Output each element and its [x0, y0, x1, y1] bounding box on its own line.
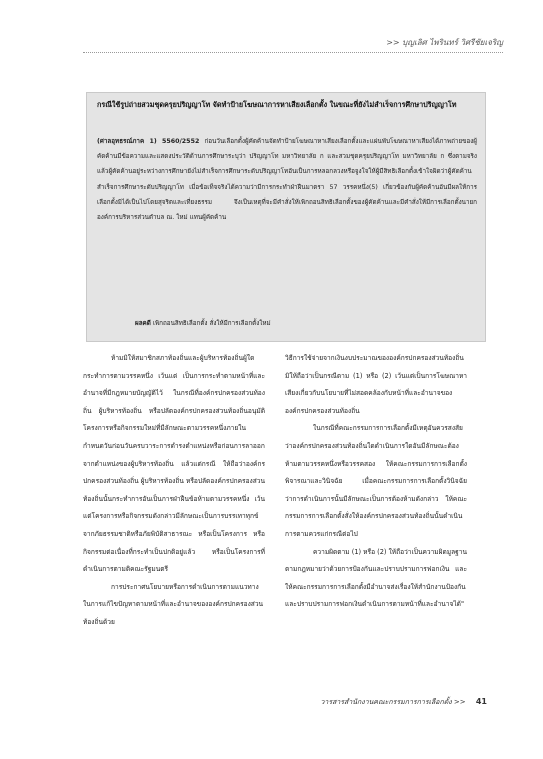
left-paragraph-2: การประกาศนโยบายหรือการดำเนินการตามแนวทางในการแก้ไขปัญหาตามหน้าที่และอำนาจขององค์กรปกครองส่วนท้องถิ่นด้วย — [83, 582, 264, 626]
case-result-text: เพิกถอนสิทธิเลือกตั้ง สั่งให้มีการเลือกตั้งใหม่ — [152, 320, 271, 327]
case-result-label: ผลคดี — [135, 320, 151, 327]
right-paragraph-3: ความผิดตาม (1) หรือ (2) ให้ถือว่าเป็นความผิดมูลฐานตามกฎหมายว่าด้วยการป้องกันและปราบปรามการฟอกเงิน และให้คณะกรรมการการเลือกตั้งมีอำนาจส่งเรื่องให้สำนักงานป้องกันและปราบปรามการฟอกเงินดำเนินการตามหน้าที่และอำนาจได้" — [285, 547, 467, 609]
case-summary-box — [86, 92, 486, 342]
case-reference: (ศาลอุทธรณ์ภาค 1) 5560/2552 — [97, 138, 200, 145]
page-footer — [320, 697, 487, 708]
left-paragraph-1: ห้ามมิให้สมาชิกสภาท้องถิ่นและผู้บริหารท้องถิ่นผู้ใดกระทำการตามวรรคหนึ่ง เว้นแต่ เป็นการกระทำตามหน้าที่และอำนาจที่มีกฎหมายบัญญัติไว้ ในกรณีที่องค์กรปกครองส่วนท้องถิ่น ผู้บริหารท้องถิ่น หรือปลัดองค์กรปกครองส่วนท้องถิ่นอนุมัติโครงการหรือกิจกรรมใหม่ที่มีลักษณะตามวรรคหนึ่งภายในกำหนดวันก่อนวันครบวาระการดำรงตำแหน่งหรือก่อนการลาออกจากตำแหน่งของผู้บริหารท้องถิ่น แล้วแต่กรณี ให้ถือว่าองค์กรปกครองส่วนท้องถิ่น ผู้บริหารท้องถิ่น หรือปลัดองค์กรปกครองส่วนท้องถิ่นนั้นกระทำการอันเป็นการฝ่าฝืนข้อห้ามตามวรรคหนึ่ง เว้นแต่โครงการหรือกิจกรรมดังกล่าวมีลักษณะเป็นการบรรเทาทุกข์จากภัยธรรมชาติหรือภัยพิบัติสาธารณะ หรือเป็นโครงการ หรือกิจกรรมต่อเนื่องที่กระทำเป็นปกติอยู่แล้ว หรือเป็นโครงการที่ดำเนินการตามติคณะรัฐมนตรี — [83, 354, 265, 574]
right-paragraph-1: วิธีการใช้จ่ายจากเงินงบประมาณขององค์กรปกครองส่วนท้องถิ่นมิให้ถือว่าเป็นกรณีตาม (1) หรือ (2) เว้นแต่เป็นการโฆษณาหาเสียงเกี่ยวกับนโยบายที่ไม่สอดคล้องกับหน้าที่และอำนาจขององค์กรปกครองส่วนท้องถิ่น — [285, 354, 467, 415]
page-number: 41 — [475, 697, 487, 706]
running-header: >> บุญเลิศ ไพรินทร์ วิศรีชัยเจริญ — [386, 38, 503, 47]
header-divider — [83, 52, 503, 53]
footer-journal-title: วารสารสำนักงานคณะกรรมการการเลือกตั้ง >> — [320, 698, 466, 706]
case-description: ก่อนวันเลือกตั้งผู้คัดค้านจัดทำป้ายโฆษณาหาเสียงเลือกตั้งและแผ่นพับโฆษณาหาเสียงได้ภาพถ่ายของผู้คัดค้านมีข้อความและแสดงประวัติด้านการศึกษาระบุว่า ปริญญาโท มหาวิทยาลัย ก และสวมชุดครุยปริญญาโท มหาวิทยาลัย ก ซึ่งตามจริงแล้วผู้คัดค้านอยู่ระหว่างการศึกษายังไม่สำเร็จการศึกษาระดับปริญญาโทอันเป็นการหลอกลวงหรือจูงใจให้ผู้มีสิทธิเลือกตั้งเข้าใจผิดว่าผู้คัดค้านสำเร็จการศึกษาระดับปริญญาโท เมื่อข้อเท็จจริงได้ความว่ามีการกระทำฝ่าฝืนมาตรา 57 วรรคหนึ่ง(5) เกี่ยวข้องกับผู้คัดค้านอันมีผลให้การเลือกตั้งมิได้เป็นไปโดยสุจริตและเที่ยงธรรม จึงเป็นเหตุที่จะมีคำสั่งให้เพิกถอนสิทธิเลือกตั้งของผู้คัดค้านและมีคำสั่งให้มีการเลือกตั้งนายกองค์การบริหารส่วนตำบล ณ. ใหม่ แทนผู้คัดค้าน — [97, 138, 477, 222]
left-column — [83, 350, 265, 632]
right-column — [285, 350, 467, 614]
right-paragraph-2: ในกรณีที่คณะกรรมการการเลือกตั้งมีเหตุอันควรสงสัยว่าองค์กรปกครองส่วนท้องถิ่นใดดำเนินการใดอันมีลักษณะต้องห้ามตามวรรคหนึ่งหรือวรรคสอง ให้คณะกรรมการการเลือกตั้งพิจารณาและวินิจฉัย เมื่อคณะกรรมการการเลือกตั้งวินิจฉัยว่าการดำเนินการนั้นมีลักษณะเป็นการต้องห้ามดังกล่าว ให้คณะกรรมการการเลือกตั้งสั่งให้องค์กรปกครองส่วนท้องถิ่นนั้นดำเนินการตามควรแก่กรณีต่อไป — [285, 424, 467, 538]
case-result — [135, 318, 271, 328]
case-title: กรณีใช้รูปถ่ายสวมชุดครุยปริญญาโท จัดทำป้ายโฆษณาการหาเสียงเลือกตั้ง ในขณะที่ยังไม่สำเร็จการศึกษาปริญญาโท — [97, 100, 457, 109]
case-body — [97, 134, 477, 225]
